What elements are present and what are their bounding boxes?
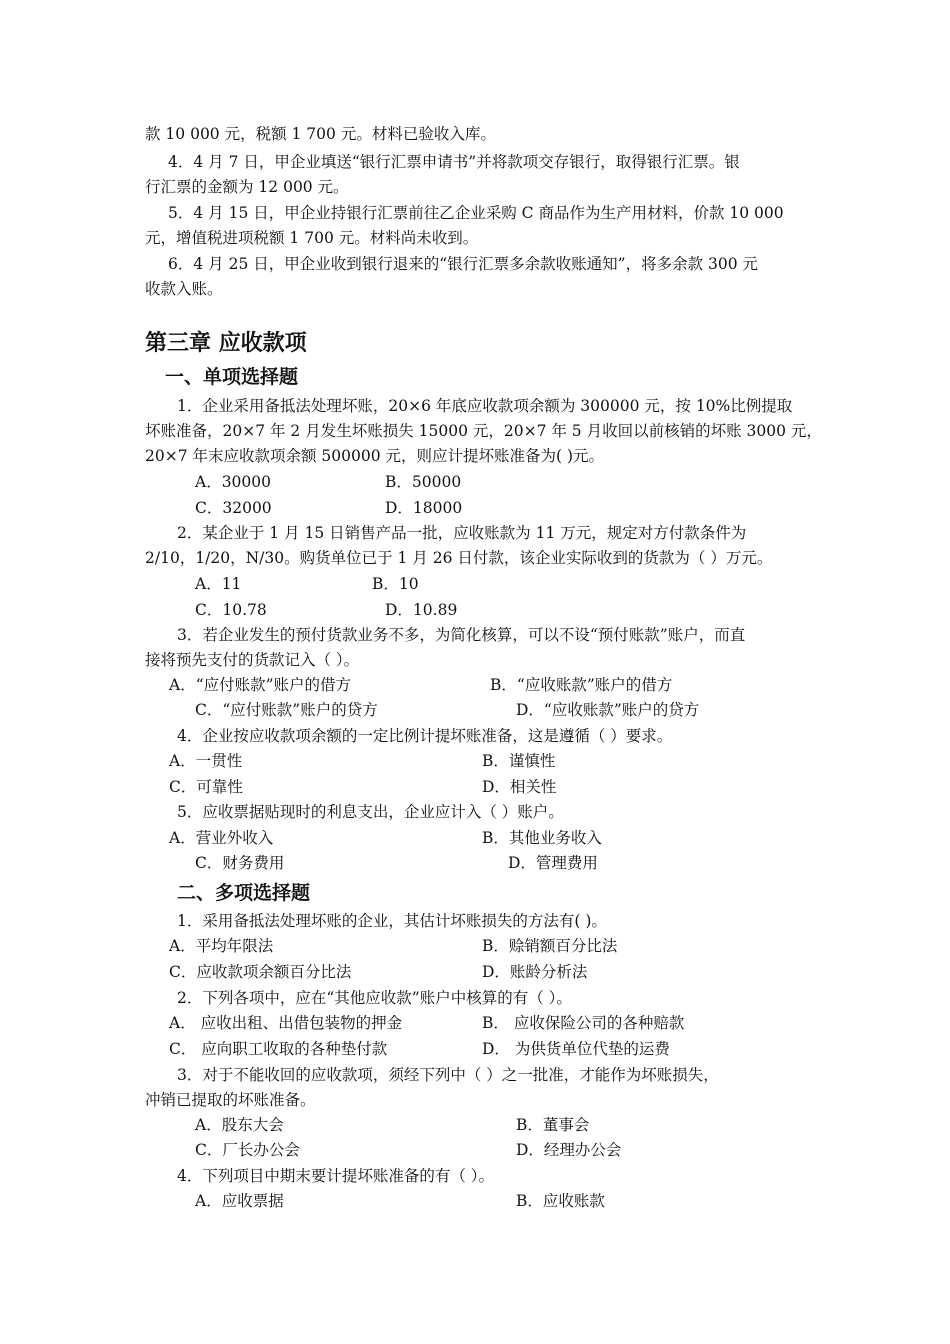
option-c: C．10.78 bbox=[195, 601, 267, 619]
option-d: D．管理费用 bbox=[508, 854, 598, 872]
question-text: 接将预先支付的货款记入（ ）。 bbox=[145, 651, 360, 669]
option-d: D． 为供货单位代垫的运费 bbox=[482, 1040, 670, 1058]
option-c: C．厂长办公会 bbox=[195, 1141, 300, 1159]
question-text: 2．下列各项中，应在“其他应收款”账户中核算的有（ ）。 bbox=[177, 989, 572, 1007]
option-b: B．50000 bbox=[385, 473, 462, 491]
intro-item-5: 5．4 月 15 日，甲企业持银行汇票前往乙企业采购 C 商品作为生产用材料，价款 10 000 bbox=[168, 204, 784, 222]
option-c: C．“应付账款”账户的贷方 bbox=[195, 701, 378, 719]
option-d: D．10.89 bbox=[385, 601, 458, 619]
option-a: A．30000 bbox=[195, 473, 272, 491]
question-text: 20×7 年末应收款项余额 500000 元，则应计提坏账准备为( )元。 bbox=[145, 447, 605, 465]
chapter-title: 第三章 应收款项 bbox=[145, 331, 307, 356]
option-b: B．应收账款 bbox=[516, 1192, 605, 1210]
section-title-single-choice: 一、单项选择题 bbox=[165, 366, 299, 388]
option-d: D．经理办公会 bbox=[516, 1141, 622, 1159]
question-text: 2．某企业于 1 月 15 日销售产品一批，应收账款为 11 万元，规定对方付款条件为 bbox=[177, 524, 747, 542]
question-text: 坏账准备，20×7 年 2 月发生坏账损失 15000 元，20×7 年 5 月收回以前核销的坏账 3000 元， bbox=[145, 422, 822, 440]
question-text: 1．采用备抵法处理坏账的企业，其估计坏账损失的方法有( )。 bbox=[177, 912, 607, 930]
option-b: B．董事会 bbox=[516, 1116, 590, 1134]
option-c: C．32000 bbox=[195, 499, 272, 517]
option-a: A．11 bbox=[195, 575, 242, 593]
option-b: B．谨慎性 bbox=[482, 752, 556, 770]
intro-line: 款 10 000 元，税额 1 700 元。材料已验收入库。 bbox=[145, 125, 496, 143]
option-c: C．财务费用 bbox=[195, 854, 285, 872]
intro-line: 元，增值税进项税额 1 700 元。材料尚未收到。 bbox=[145, 229, 479, 247]
option-b: B．其他业务收入 bbox=[482, 829, 602, 847]
option-a: A．一贯性 bbox=[169, 752, 243, 770]
option-d: D．账龄分析法 bbox=[482, 963, 588, 981]
option-b: B． 应收保险公司的各种赔款 bbox=[482, 1014, 685, 1032]
option-b: B．10 bbox=[372, 575, 419, 593]
intro-line: 收款入账。 bbox=[145, 280, 223, 298]
question-text: 冲销已提取的坏账准备。 bbox=[145, 1091, 316, 1109]
question-text: 3．若企业发生的预付货款业务不多，为简化核算，可以不设“预付账款”账户，而直 bbox=[177, 626, 746, 644]
intro-line: 行汇票的金额为 12 000 元。 bbox=[145, 178, 349, 196]
option-b: B．赊销额百分比法 bbox=[482, 937, 618, 955]
question-text: 1．企业采用备抵法处理坏账，20×6 年底应收款项余额为 300000 元，按 10%比例提取 bbox=[177, 397, 793, 415]
option-c: C．应收款项余额百分比法 bbox=[169, 963, 352, 981]
intro-item-4: 4．4 月 7 日，甲企业填送“银行汇票申请书”并将款项交存银行，取得银行汇票。银 bbox=[168, 153, 740, 171]
question-text: 5．应收票据贴现时的利息支出，企业应计入（ ）账户。 bbox=[177, 803, 564, 821]
option-d: D．18000 bbox=[385, 499, 463, 517]
option-a: A．营业外收入 bbox=[169, 829, 274, 847]
option-c: C．可靠性 bbox=[169, 778, 243, 796]
question-text: 4．下列项目中期末要计提坏账准备的有（ ）。 bbox=[177, 1167, 495, 1185]
intro-item-6: 6．4 月 25 日，甲企业收到银行退来的“银行汇票多余款收账通知”，将多余款 300 元 bbox=[168, 255, 759, 273]
option-a: A．股东大会 bbox=[195, 1116, 284, 1134]
option-d: D．“应收账款”账户的贷方 bbox=[516, 701, 700, 719]
option-d: D．相关性 bbox=[482, 778, 557, 796]
option-a: A．应收票据 bbox=[195, 1192, 284, 1210]
option-b: B．“应收账款”账户的借方 bbox=[490, 676, 673, 694]
question-text: 4．企业按应收款项余额的一定比例计提坏账准备，这是遵循（ ）要求。 bbox=[177, 727, 673, 745]
option-a: A． 应收出租、出借包装物的押金 bbox=[169, 1014, 403, 1032]
section-title-multiple-choice: 二、多项选择题 bbox=[177, 882, 311, 904]
option-a: A．“应付账款”账户的借方 bbox=[169, 676, 352, 694]
question-text: 3．对于不能收回的应收款项，须经下列中（ ）之一批准，才能作为坏账损失， bbox=[177, 1066, 719, 1084]
question-text: 2/10，1/20，N/30。购货单位已于 1 月 26 日付款，该企业实际收到的货款为（ ）万元。 bbox=[145, 549, 773, 567]
option-a: A．平均年限法 bbox=[169, 937, 274, 955]
option-c: C． 应向职工收取的各种垫付款 bbox=[169, 1040, 388, 1058]
